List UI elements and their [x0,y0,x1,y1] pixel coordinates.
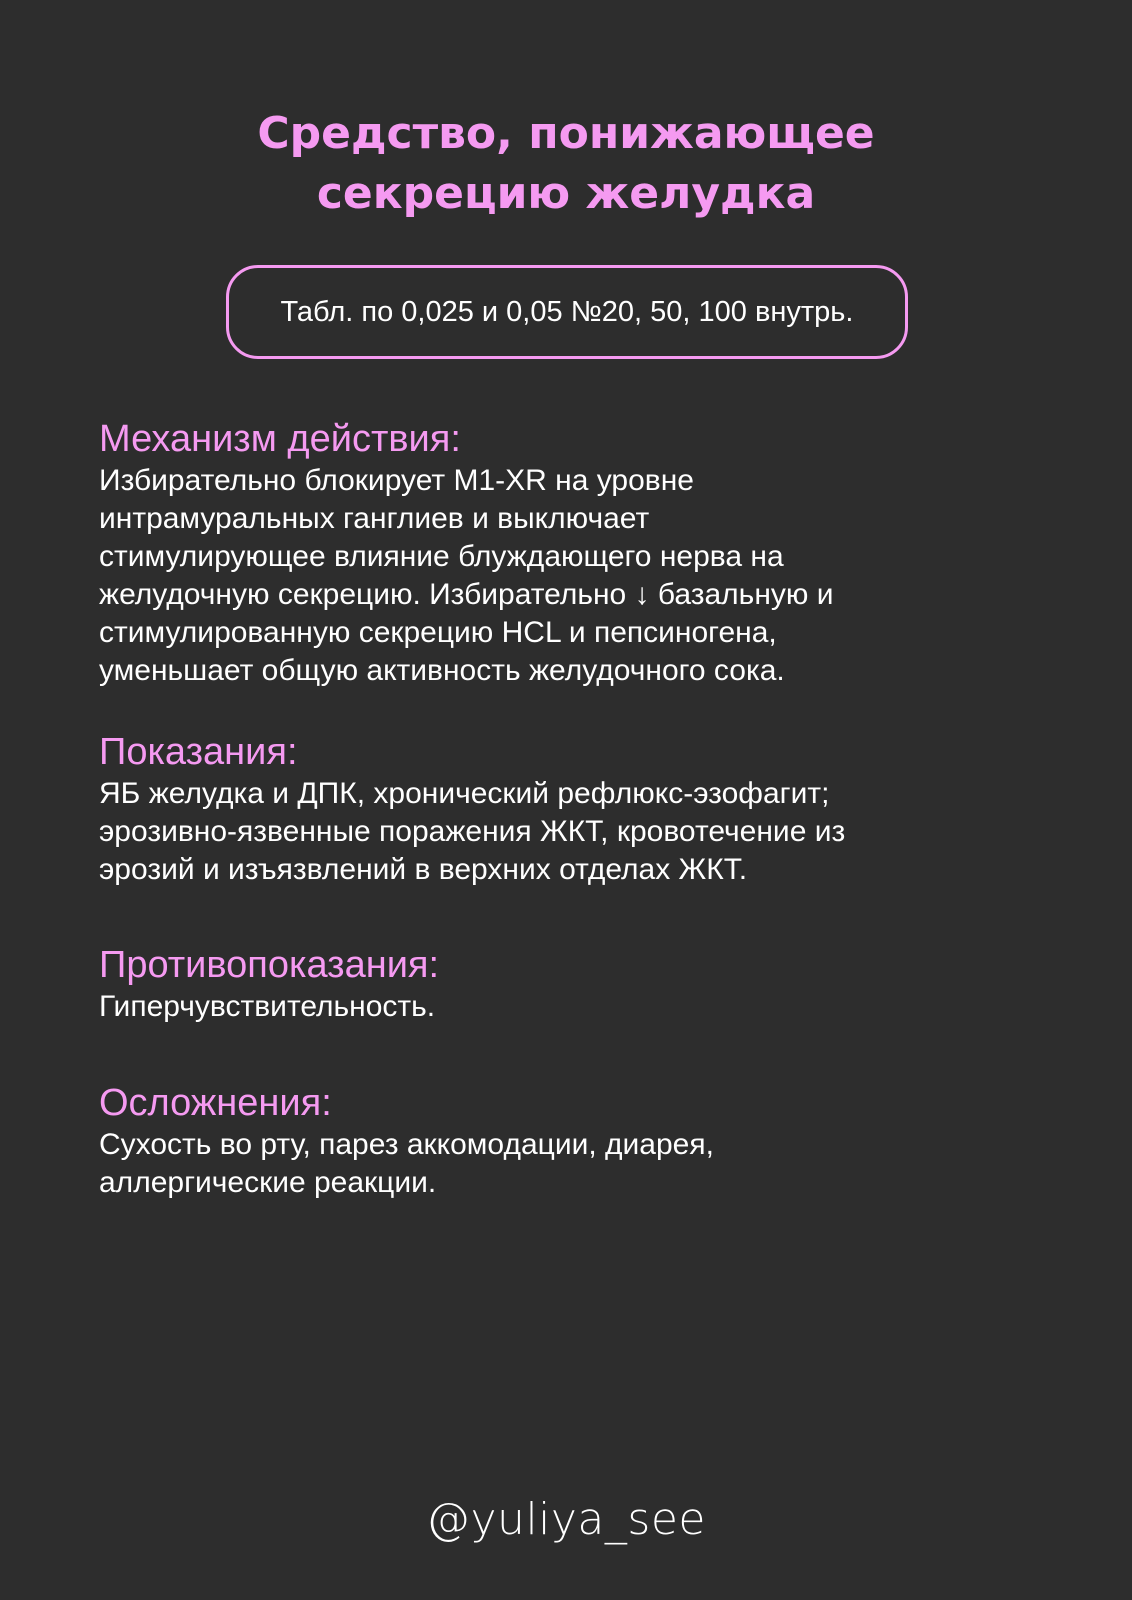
title-line-2: секрецию желудка [316,168,816,219]
section-body-contraindications [99,988,999,1026]
body-line: стимулирующее влияние блуждающего нерва на [99,540,784,573]
body-line: уменьшает общую активность желудочного сока. [99,654,785,687]
title-line-1: Средство, понижающее [257,108,875,159]
page-title [0,104,1132,224]
body-line: интрамуральных ганглиев и выключает [99,502,650,535]
author-handle: @yuliya_see [426,1494,706,1545]
section-body-indications [99,775,999,889]
body-line: желудочную секрецию. Избирательно ↓ базальную и [99,578,834,611]
body-line: эрозий и изъязвлений в верхних отделах ЖКТ. [99,853,748,886]
section-indications [99,729,999,889]
dosage-box [226,265,908,359]
body-line: Избирательно блокирует М1-ХR на уровне [99,464,694,497]
section-mechanism [99,416,999,690]
body-line: эрозивно-язвенные поражения ЖКТ, кровотечение из [99,815,846,848]
section-body-complications [99,1126,999,1202]
body-line: ЯБ желудка и ДПК, хронический рефлюкс-эзофагит; [99,777,830,810]
section-heading-contraindications: Противопоказания: [99,944,440,986]
section-contraindications [99,942,999,1026]
section-body-mechanism [99,462,999,690]
section-heading-indications: Показания: [99,731,298,773]
body-line: аллергические реакции. [99,1166,437,1199]
body-line: Сухость во рту, парез аккомодации, диарея, [99,1128,714,1161]
dosage-text: Табл. по 0,025 и 0,05 №20, 50, 100 внутрь. [280,295,854,328]
section-heading-complications: Осложнения: [99,1082,332,1124]
body-line: стимулированную секрецию HCL и пепсиногена, [99,616,777,649]
body-line: Гиперчувствительность. [99,990,436,1023]
section-complications [99,1080,999,1202]
section-heading-mechanism: Механизм действия: [99,418,461,460]
